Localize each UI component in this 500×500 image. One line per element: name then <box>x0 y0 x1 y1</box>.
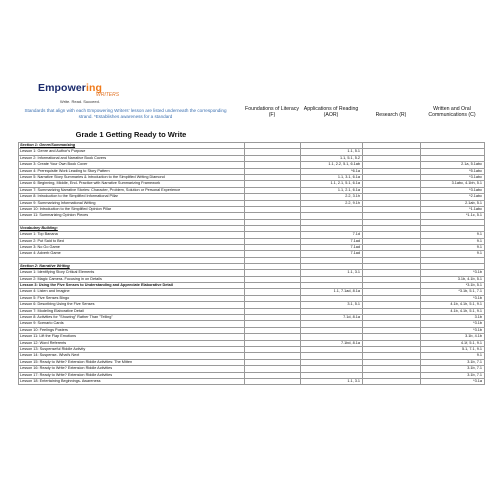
lesson-cell: Section 2: Narrative Writing <box>19 263 245 269</box>
applications-cell: 1.1, 3.1 <box>301 270 363 276</box>
lesson-cell: Lesson 16: Ready to Write? Extension Riddle Activities <box>19 366 245 372</box>
table-row <box>19 379 485 385</box>
communications-cell: *2.1abc <box>421 194 485 200</box>
lesson-cell: Lesson 2: Informational and Narrative Book Covers <box>19 155 245 161</box>
foundations-cell <box>245 379 301 385</box>
communications-cell: *5.1abc <box>421 168 485 174</box>
applications-cell: 1.1, 3.1 <box>301 379 363 385</box>
logo-sub: WRITERS <box>96 92 120 98</box>
lesson-cell: Lesson 3: Using the Five Senses to Understanding and Appreciate Elaborative Detail <box>19 282 245 288</box>
communications-cell: *3.1b, 5.1, 7.1 <box>421 289 485 295</box>
lesson-cell: Lesson 7: Summarizing Narrative Stories: Character, Problem, Solution or Personal Experience <box>19 187 245 193</box>
communications-cell: *3.1abc <box>421 187 485 193</box>
communications-cell: 3.1b, 4.1b <box>421 334 485 340</box>
logo-wordmark: Empowering <box>38 82 103 94</box>
lesson-cell: Lesson 7: Modeling Elaborative Detail <box>19 308 245 314</box>
applications-cell: 7.1bd, 8.1a <box>301 340 363 346</box>
communications-cell: 4.1b, 4.1h, 5.1, 9.1 <box>421 308 485 314</box>
communications-cell: 4.1b, 4.1h, 5.1, 9.1 <box>421 302 485 308</box>
standards-note: Standards that align with each Empowering Writers' lesson are listed underneath the corresponding strand. *Establishes awareness for a standard <box>24 108 227 119</box>
lesson-cell: Lesson 18: Entertaining Beginnings- Awareness <box>19 379 245 385</box>
communications-cell: 9.1 <box>421 251 485 257</box>
column-header-communications: Written and Oral Communications (C) <box>428 106 476 119</box>
communications-cell: 9.1 <box>421 232 485 238</box>
communications-cell: 9.1 <box>421 244 485 250</box>
lesson-cell: Lesson 2: Put Said to Bed <box>19 238 245 244</box>
communications-cell: 5.1, 7.1, 9.1 <box>421 346 485 352</box>
lesson-cell: Vocabulary Building: <box>19 225 245 231</box>
applications-cell: 1.1, 5.1 <box>301 149 363 155</box>
empowering-writers-logo <box>38 82 188 104</box>
lesson-cell: Lesson 4: Listen and Imagine <box>19 289 245 295</box>
lesson-cell: Lesson 17: Ready to Write? Extension Riddle Activities <box>19 372 245 378</box>
column-header-research: Research (R) <box>375 112 407 118</box>
logo-tagline: Write. Read. Succeed. <box>60 99 100 104</box>
communications-cell: 3.1b, 4.1b, 5.1 <box>421 276 485 282</box>
lesson-cell: Section 1: Genre/Summarizing <box>19 143 245 149</box>
lesson-cell: Lesson 11: Summarizing Opinion Pieces <box>19 213 245 219</box>
communications-cell: *3.1b <box>421 270 485 276</box>
lesson-cell: Lesson 1: Genre and Author's Purpose <box>19 149 245 155</box>
applications-cell: 7.1ad <box>301 251 363 257</box>
lesson-cell: Lesson 14: Suspense- What's Next <box>19 353 245 359</box>
communications-cell: 3.1b, 7.1 <box>421 372 485 378</box>
applications-cell: 1.1, 7.1ad, 8.1a <box>301 289 363 295</box>
lesson-cell: Lesson 11: Lift the Flap Emotions <box>19 334 245 340</box>
standards-sheet <box>18 82 484 472</box>
applications-cell: 7.1d <box>301 232 363 238</box>
lesson-cell: Lesson 1: Top Banana <box>19 232 245 238</box>
standards-table <box>18 142 485 385</box>
communications-cell: *3.1b <box>421 327 485 333</box>
lesson-cell: Lesson 3: Create Your Own Book Cover <box>19 162 245 168</box>
communications-cell: 9.1 <box>421 353 485 359</box>
lesson-cell: Lesson 4: Prerequisite Work Leading to Story Pattern <box>19 168 245 174</box>
lesson-cell: Lesson 3: No Go Game <box>19 244 245 250</box>
lesson-cell: Lesson 10: Introduction to the Simplified Opinion Pillar <box>19 207 245 213</box>
communications-cell: *3.1b, 5.1 <box>421 282 485 288</box>
communications-cell: *3.1b <box>421 321 485 327</box>
communications-cell: 4.1f, 5.1, 9.1 <box>421 340 485 346</box>
lesson-cell: Lesson 6: Beginning, Middle, End- Practice with Narrative Summarizing Framework <box>19 181 245 187</box>
applications-cell: 1.1, 2.1, 6.1a <box>301 187 363 193</box>
column-header-applications: Applications of Reading (AOR) <box>303 106 359 119</box>
communications-cell: 3.1b, 7.1 <box>421 359 485 365</box>
communications-cell: 9.1 <box>421 238 485 244</box>
communications-cell: *3.1b <box>421 295 485 301</box>
lesson-cell: Lesson 6: Describing Using the Five Senses <box>19 302 245 308</box>
applications-cell: 1.1, 2.1, 5.1, 6.1a <box>301 181 363 187</box>
lesson-cell: Lesson 9: Summarizing Informational Writing <box>19 200 245 206</box>
applications-cell: *6.1a <box>301 168 363 174</box>
communications-cell: *1.1c, 5.1 <box>421 213 485 219</box>
lesson-cell: Lesson 15: Ready to Write? Extension Riddle Activities: The Mitten <box>19 359 245 365</box>
research-cell <box>363 379 421 385</box>
column-header-foundations: Foundations of Literacy (F) <box>245 106 299 119</box>
applications-cell: 2.2, 3.1h <box>301 194 363 200</box>
communications-cell: 3.1b, 7.1 <box>421 366 485 372</box>
lesson-cell: Lesson 2: Magic Camera- Focusing in on Details <box>19 276 245 282</box>
page-title: Grade 1 Getting Ready to Write <box>75 130 187 139</box>
lesson-cell: Lesson 5: Five Senses Bingo <box>19 295 245 301</box>
applications-cell: 3.1, 5.1 <box>301 302 363 308</box>
applications-cell: 1.1, 5.1, 5.2 <box>301 155 363 161</box>
applications-cell: 7.1ad <box>301 244 363 250</box>
lesson-cell: Lesson 8: Activities for "Showing" Rather Than "Telling" <box>19 314 245 320</box>
communications-cell: *1.1abc <box>421 207 485 213</box>
applications-cell: 2.2, 9.1h <box>301 200 363 206</box>
lesson-cell: Lesson 5: Narrative Story Summaries & Introduction to the Simplified Writing Diamond <box>19 175 245 181</box>
applications-cell: 7.1ad <box>301 238 363 244</box>
communications-cell: *3.1abc <box>421 175 485 181</box>
lesson-cell: Lesson 10: Feelings Posters <box>19 327 245 333</box>
communications-cell: 3.1b <box>421 314 485 320</box>
lesson-cell: Lesson 12: Word Referents <box>19 340 245 346</box>
communications-cell: 3.1abc, 4.1bh, 5.1 <box>421 181 485 187</box>
applications-cell: 1.1, 2.2, 5.1, 6.1ab <box>301 162 363 168</box>
lesson-cell: Lesson 13: Suspenseful Riddle Activity <box>19 346 245 352</box>
communications-cell: *3.1a <box>421 379 485 385</box>
lesson-cell: Lesson 9: Scenario Cards <box>19 321 245 327</box>
lesson-cell: Lesson 8: Introduction to the Simplified Informational Pillar <box>19 194 245 200</box>
applications-cell: 1.1, 3.1, 6.1a <box>301 175 363 181</box>
applications-cell: 7.1d, 8.1a <box>301 314 363 320</box>
lesson-cell: Lesson 1: Identifying Story Critical Elements <box>19 270 245 276</box>
communications-cell: 2.1a, 5.1abc <box>421 162 485 168</box>
communications-cell: 2.1ab, 5.1 <box>421 200 485 206</box>
lesson-cell: Lesson 4: Adverb Game <box>19 251 245 257</box>
